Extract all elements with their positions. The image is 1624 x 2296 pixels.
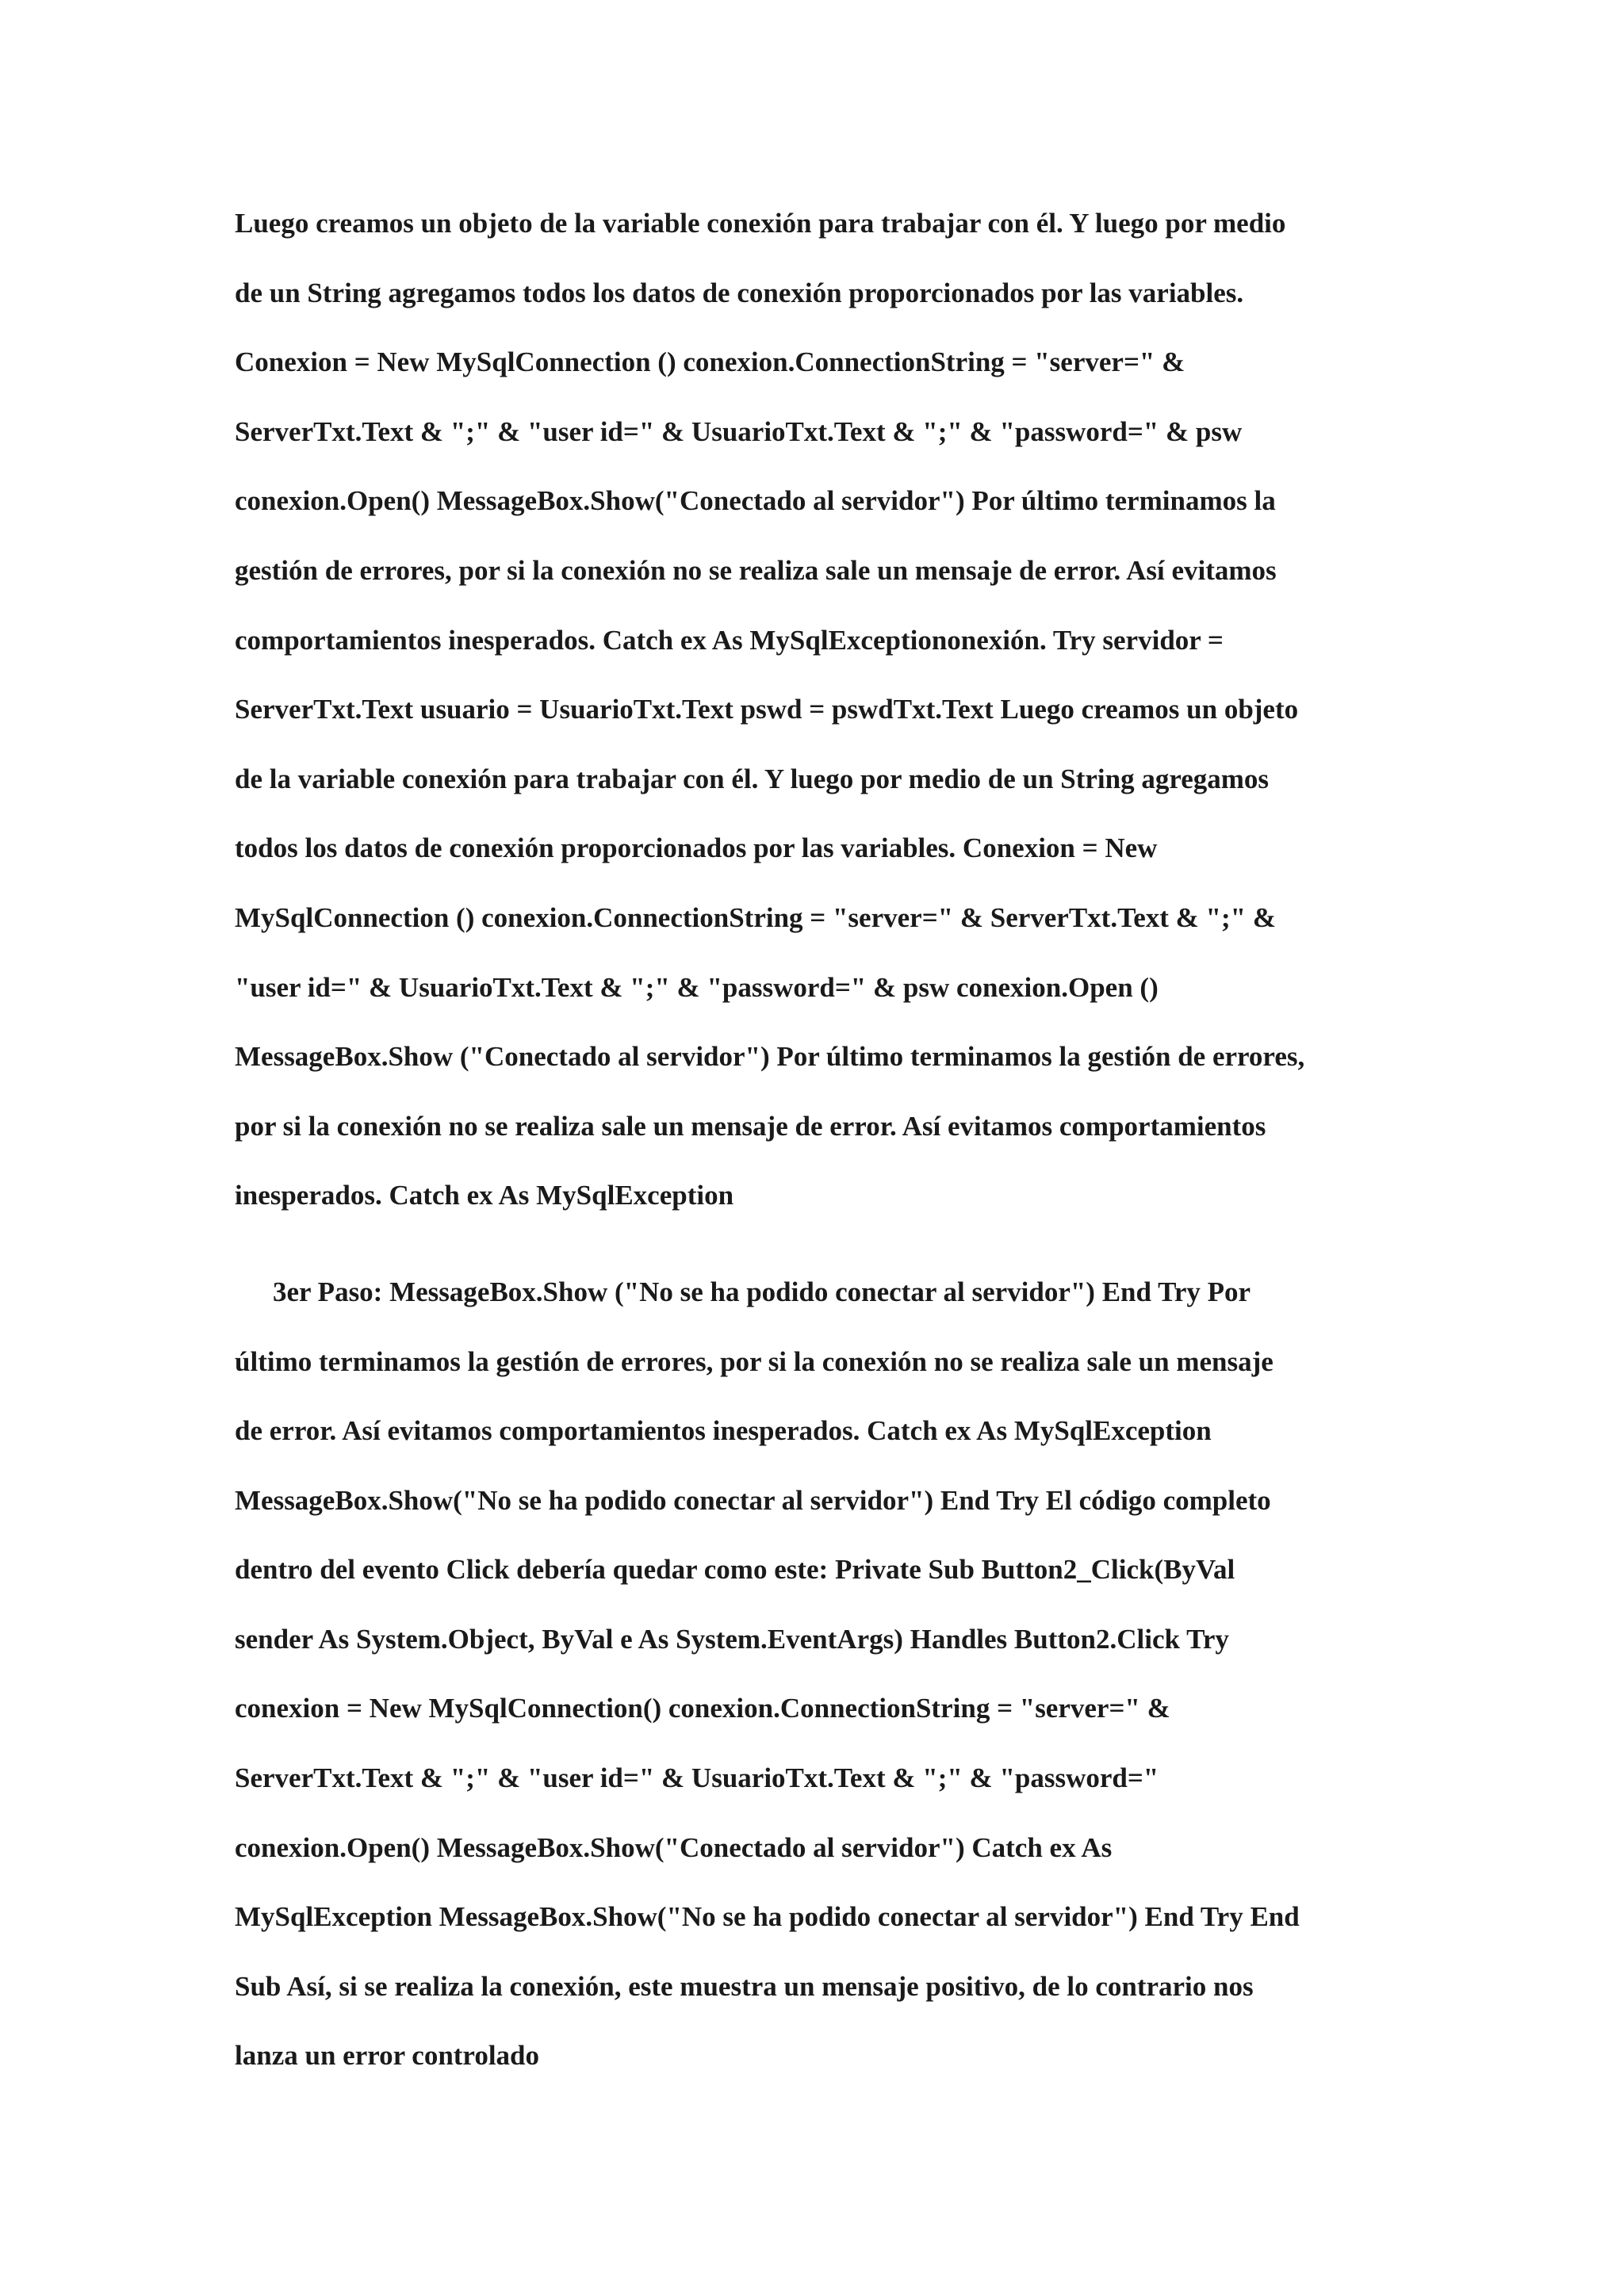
text-line: ServerTxt.Text & ";" & "user id=" & UsuarioTxt.Text & ";" & "password=" & psw (235, 415, 1243, 447)
text-line: ServerTxt.Text usuario = UsuarioTxt.Text pswd = pswdTxt.Text Luego creamos un objeto (235, 694, 1299, 725)
text-line: gestión de errores, por si la conexión no se realiza sale un mensaje de error. Así evitamos (235, 554, 1277, 586)
text-line: Sub Así, si se realiza la conexión, este muestra un mensaje positivo, de lo contrario nos (235, 1970, 1254, 2002)
text-line: MessageBox.Show ("Conectado al servidor") Por último terminamos la gestión de errores, (235, 1041, 1305, 1073)
text-line: de la variable conexión para trabajar con él. Y luego por medio de un String agregamos (235, 763, 1270, 794)
text-line: "user id=" & UsuarioTxt.Text & ";" & "password=" & psw conexion.Open () (235, 971, 1159, 1003)
text-line: de error. Así evitamos comportamientos inesperados. Catch ex As MySqlException (235, 1415, 1212, 1447)
text-line: por si la conexión no se realiza sale un mensaje de error. Así evitamos comportamientos (235, 1110, 1266, 1142)
text-line: sender As System.Object, ByVal e As System.EventArgs) Handles Button2.Click Try (235, 1623, 1229, 1655)
paragraph-2 (235, 1257, 1416, 2091)
text-line: último terminamos la gestión de errores, por si la conexión no se realiza sale un mensaje (235, 1345, 1274, 1377)
text-line: conexion.Open() MessageBox.Show("Conectado al servidor") Por último terminamos la (235, 485, 1276, 517)
paragraph-1 (235, 189, 1416, 1230)
text-line: ServerTxt.Text & ";" & "user id=" & UsuarioTxt.Text & ";" & "password=" (235, 1762, 1159, 1794)
document-body (235, 189, 1416, 2091)
text-line: inesperados. Catch ex As MySqlException (235, 1180, 734, 1211)
text-line: Luego creamos un objeto de la variable conexión para trabajar con él. Y luego por medio (235, 208, 1286, 239)
text-line: comportamientos inesperados. Catch ex As MySqlExceptiononexión. Try servidor = (235, 624, 1224, 656)
text-line: MySqlException MessageBox.Show("No se ha podido conectar al servidor") End Try End (235, 1901, 1300, 1933)
text-line: 3er Paso: MessageBox.Show ("No se ha podido conectar al servidor") End Try Por (273, 1276, 1251, 1307)
text-line: MySqlConnection () conexion.ConnectionString = "server=" & ServerTxt.Text & ";" & (235, 901, 1276, 933)
text-line: dentro del evento Click debería quedar como este: Private Sub Button2_Click(ByVal (235, 1554, 1235, 1586)
text-line: todos los datos de conexión proporcionados por las variables. Conexion = New (235, 832, 1158, 864)
text-line: lanza un error controlado (235, 2040, 540, 2072)
text-line: de un String agregamos todos los datos de conexión proporcionados por las variables. (235, 277, 1244, 308)
text-line: MessageBox.Show("No se ha podido conectar al servidor") End Try El código completo (235, 1484, 1271, 1516)
text-line: Conexion = New MySqlConnection () conexion.ConnectionString = "server=" & (235, 346, 1185, 378)
text-line: conexion.Open() MessageBox.Show("Conectado al servidor") Catch ex As (235, 1831, 1113, 1863)
text-line: conexion = New MySqlConnection() conexion.ConnectionString = "server=" & (235, 1693, 1170, 1724)
